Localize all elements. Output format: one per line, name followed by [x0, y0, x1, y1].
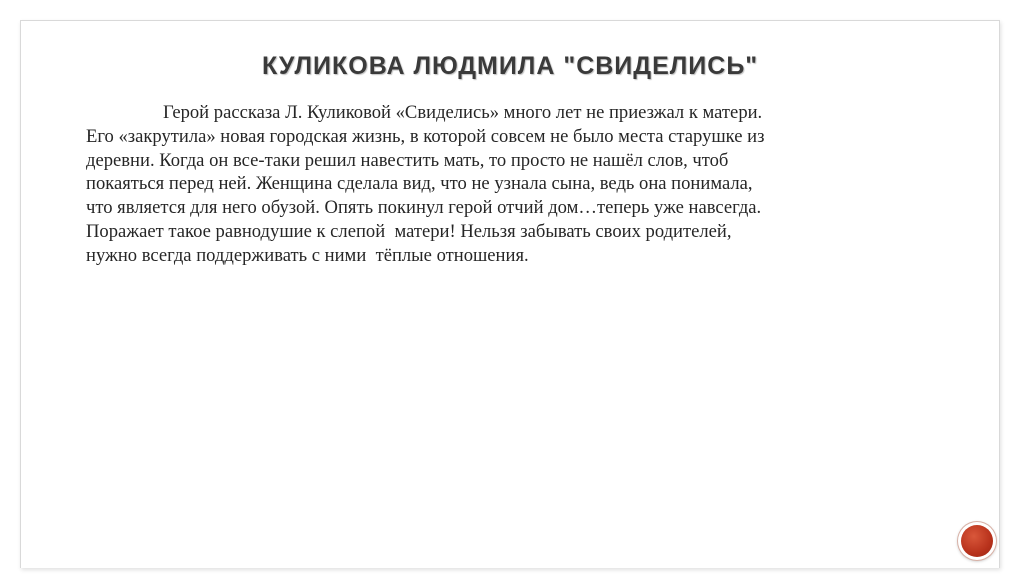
- body-line: что является для него обузой. Опять покинул герой отчий дом…теперь уже навсегда.: [86, 197, 762, 219]
- body-line: Герой рассказа Л. Куликовой «Свиделись» много лет не приезжал к матери.: [163, 102, 763, 123]
- slide-title: КУЛИКОВА ЛЮДМИЛА "СВИДЕЛИСЬ": [262, 52, 759, 80]
- next-slide-button[interactable]: [958, 522, 996, 560]
- body-line: нужно всегда поддерживать с ними тёплые отношения.: [86, 244, 529, 266]
- body-line: Поражает такое равнодушие к слепой матери! Нельзя забывать своих родителей,: [86, 220, 732, 242]
- body-line: Его «закрутила» новая городская жизнь, в которой совсем не было места старушке из: [86, 125, 765, 147]
- circle-nav-icon: [961, 525, 993, 557]
- body-line: деревни. Когда он все-таки решил навестить мать, то просто не нашёл слов, чтоб: [86, 149, 729, 171]
- slide-body-text: [86, 101, 946, 268]
- body-line: покаяться перед ней. Женщина сделала вид, что не узнала сына, ведь она понимала,: [86, 173, 753, 195]
